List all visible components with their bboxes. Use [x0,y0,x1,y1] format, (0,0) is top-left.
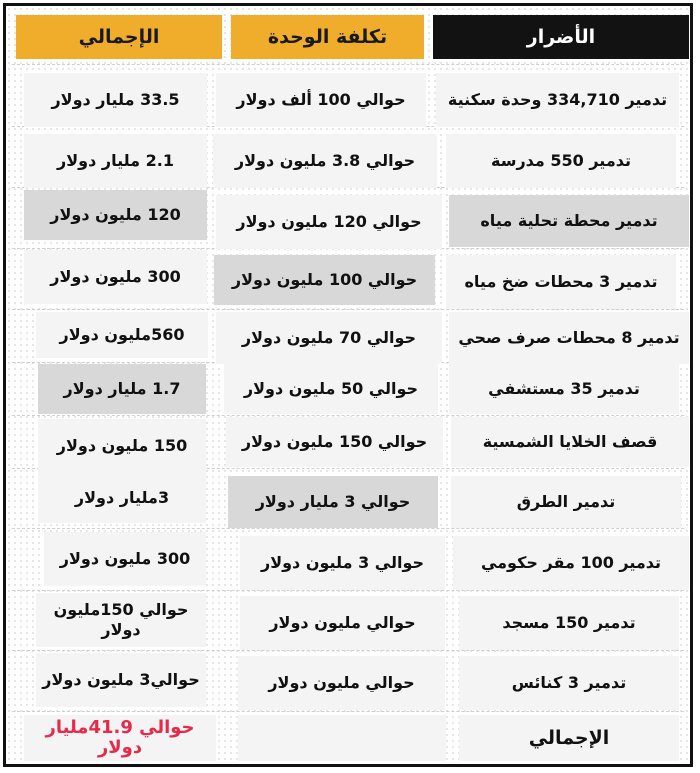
damage-cell: قصف الخلايا الشمسية [451,417,689,467]
total-cell: 120 مليون دولار [24,190,207,240]
unit-cost-cell: حوالي 50 مليون دولار [224,364,438,414]
row-divider [12,711,684,712]
unit-cost-cell: حوالي مليون دولار [238,656,445,710]
total-cell: 3مليار دولار [38,473,206,523]
unit-cost-cell: حوالي 70 مليون دولار [216,312,442,364]
header-total: الإجمالي [16,15,222,59]
unit-cost-cell: حوالي 100 مليون دولار [214,255,435,305]
header-unit-cost: تكلفة الوحدة [231,15,424,59]
unit-cost-cell: حوالي 3 مليار دولار [228,476,438,528]
total-cell: حوالي 150مليون دولار [36,593,206,647]
unit-cost-cell: حوالي 150 مليون دولار [226,417,443,467]
row-divider [12,590,684,591]
row-divider [12,309,684,310]
grand-total-cell: حوالي 41.9مليار دولار [24,715,216,761]
damage-cell: تدمير 35 مستشفي [449,364,679,414]
row-divider [12,528,684,529]
damage-cell: تدمير 150 مسجد [459,596,679,650]
total-cell: 300 مليون دولار [24,250,207,304]
damage-cell: تدمير 334,710 وحدة سكنية [436,73,679,127]
total-cell: حوالي3 مليون دولار [36,653,206,707]
damage-cell: تدمير الطرق [451,476,681,528]
total-cell: 2.1 مليار دولار [24,134,207,188]
unit-cost-cell: حوالي 3 مليون دولار [240,536,445,590]
header-damages: الأضرار [433,15,689,59]
unit-cost-cell: حوالي 100 ألف دولار [216,73,426,127]
damage-cell: تدمير 550 مدرسة [446,134,676,188]
cost-table [3,3,693,767]
damage-cell: تدمير 3 محطات ضخ مياه [446,255,676,309]
row-divider [12,64,684,65]
unit-cost-cell: حوالي 3.8 مليون دولار [213,134,437,188]
damage-cell: تدمير محطة تحلية مياه [449,195,689,247]
total-cell: 300 مليون دولار [44,532,206,586]
total-cell: 560مليون دولار [36,312,208,358]
total-cell: 1.7 مليار دولار [38,364,206,414]
row-divider [12,415,684,416]
row-divider [12,650,684,651]
footer-unit-cost-cell [238,715,446,761]
damage-cell: تدمير 3 كنائس [459,656,679,710]
unit-cost-cell: حوالي 120 مليون دولار [216,195,442,249]
damage-cell: تدمير 100 مقر حكومي [453,536,689,590]
total-cell: 150 مليون دولار [38,419,206,473]
unit-cost-cell: حوالي مليون دولار [240,596,445,650]
total-cell: 33.5 مليار دولار [24,73,207,127]
footer-label-cell: الإجمالي [459,715,679,761]
damage-cell: تدمير 8 محطات صرف صحي [449,312,689,364]
